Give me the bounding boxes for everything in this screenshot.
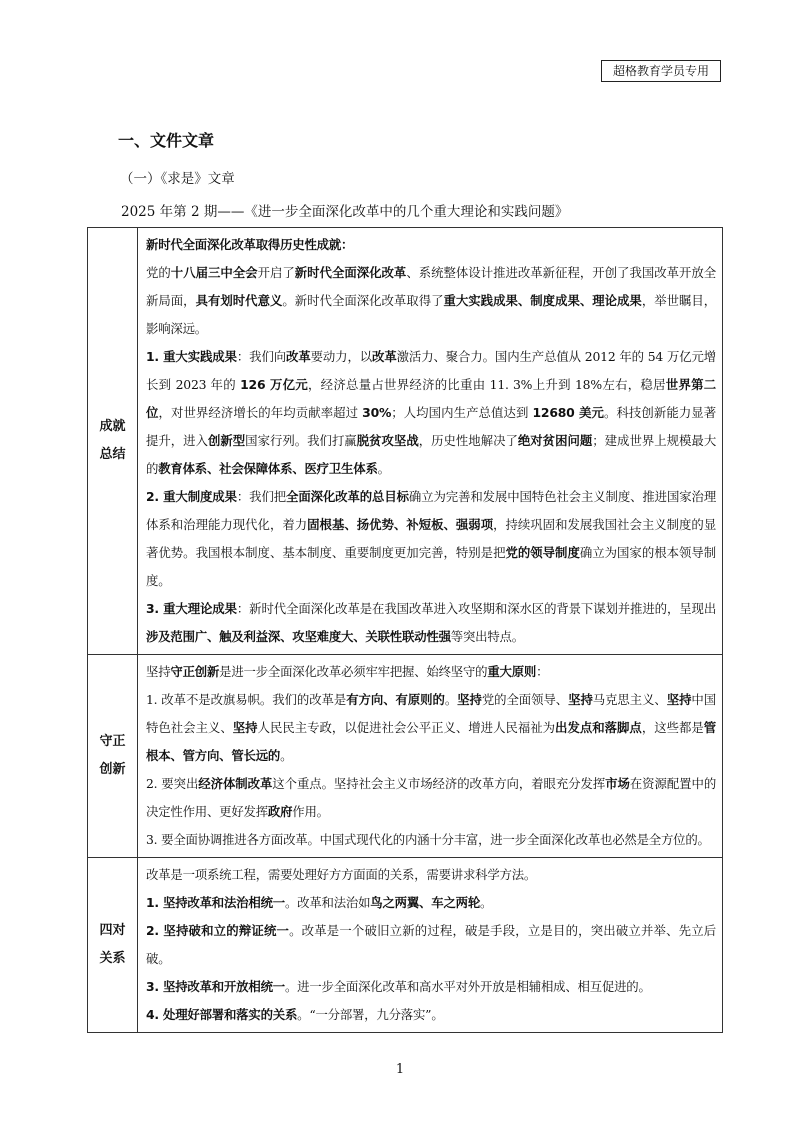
table-row-principles [88,655,723,858]
header-stamp: 超格教育学员专用 [601,60,721,82]
paragraph [146,483,716,595]
bold-phrase: 教育体系、社会保障体系、医疗卫生体系 [158,461,378,476]
paragraph [146,889,716,917]
paragraph [146,826,716,854]
text-run: 开启了 [257,265,295,280]
text-run: ：新时代全面深化改革是在我国改革进入攻坚期和深水区的背景下谋划并推进的，呈现出 [236,601,717,616]
bold-phrase: 30% [362,405,392,420]
text-run: ，持续巩固和发展我国社会主义制度的显著优势。我国根本制度、基本制度、重要制度更加完善，特别是把 [146,517,717,560]
paragraph [146,1001,716,1029]
paragraph [146,770,716,826]
text-run: 这个重点。坚持社会主义市场经济的改革方向，着眼充分发挥 [272,776,606,791]
bold-phrase: 守正创新 [170,664,220,679]
page-number: 1 [395,1062,405,1077]
paragraph [146,595,716,651]
bold-phrase: 126 万亿元 [240,377,308,392]
bold-phrase: 全面深化改革的总目标 [286,489,409,504]
text-run: ： [536,664,549,679]
text-run: ：我们向 [236,349,287,364]
bold-phrase: 创新型 [207,433,246,448]
text-run: 坚持 [146,664,171,679]
text-run: 。改革是一个破旧立新的过程，破是手段，立是目的，突出破立并举、先立后破。 [146,923,716,966]
text-run: ，经济总量占世界经济的比重由 11. 3%上升到 18%左右，稳居 [308,377,666,392]
bold-phrase: 世界第二位 [146,377,716,420]
category-label: 创新 [99,762,126,777]
text-run: 。 [377,461,390,476]
text-run: 党的 [146,265,171,280]
bold-phrase: 出发点和落脚点 [555,720,642,735]
text-run: 作用。 [292,804,329,819]
text-run: 确立为国家的根本领导制度。 [146,545,716,588]
bold-phrase: 坚持 [457,692,482,707]
content-cell [138,228,723,655]
text-run: 。改革和法治如 [284,895,371,910]
text-run: 。“一分部署，九分落实”。 [297,1007,444,1022]
bold-phrase: 12680 美元 [532,405,604,420]
bold-phrase: 脱贫攻坚战 [356,433,419,448]
bold-phrase: 2. 重大制度成果 [146,489,237,504]
category-label: 守正 [99,734,126,749]
bold-phrase: 3. 坚持改革和开放相统一 [146,979,285,994]
bold-phrase: 坚持 [232,720,258,735]
bold-phrase: 坚持 [568,692,593,707]
category-label: 成就 [99,419,126,434]
text-run: 。 [444,692,458,707]
bold-phrase: 十八届三中全会 [170,265,258,280]
text-run: 人民民主专政，以促进社会公平正义、增进人民福祉为 [257,720,556,735]
text-run: ；建成世界上规模最大的 [146,433,717,476]
text-run: 。进一步全面深化改革和高水平对外开放是相辅相成、相互促进的。 [284,979,651,994]
category-label: 总结 [99,447,126,462]
bold-phrase: 改革 [372,349,397,364]
row-heading: 新时代全面深化改革取得历史性成就： [146,237,354,252]
bold-phrase: 经济体制改革 [198,776,273,791]
content-table [87,227,723,1033]
section-title: 一、文件文章 [118,131,215,150]
bold-phrase: 新时代全面深化改革 [294,265,407,280]
paragraph [146,973,716,1001]
text-run: 、系统整体设计推进改革新征程，开创了我国改革开放全新局面， [146,265,717,308]
text-run: 激活力、聚合力。国内生产总值从 2012 年的 54 万亿元增长到 2023 年的 [146,349,717,392]
category-label: 关系 [99,951,126,966]
text-run: 1. 改革不是改旗易帜。我们的改革是 [146,692,347,707]
bold-phrase: 管根本、管方向、管长远的 [146,720,716,763]
text-run: 等突出特点。 [450,629,524,644]
bold-phrase: 涉及范围广、触及利益深、攻坚难度大、关联性联动性强 [146,629,451,644]
text-run: ，举世瞩目，影响深远。 [146,293,716,336]
text-run: 党的全面领导、 [481,692,569,707]
text-run: ，这些都是 [641,720,704,735]
bold-phrase: 重大实践成果、制度成果、理论成果 [443,293,642,308]
table-row-achievement [88,228,723,655]
text-run: ，历史性地解决了 [418,433,518,448]
text-run: 。新时代全面深化改革取得了 [282,293,444,308]
bold-phrase: 固根基、扬优势、补短板、强弱项 [307,517,494,532]
article-title: 2025 年第 2 期——《进一步全面深化改革中的几个重大理论和实践问题》 [121,204,569,220]
bold-phrase: 1. 重大实践成果 [146,349,237,364]
text-run: 要动力，以 [310,349,373,364]
bold-phrase: 重大原则 [487,664,537,679]
paragraph [146,917,716,973]
text-run: 在资源配置中的决定性作用、更好发挥 [146,776,717,819]
bold-phrase: 具有划时代意义 [195,293,283,308]
bold-phrase: 党的领导制度 [505,545,580,560]
category-cell [88,228,138,655]
bold-phrase: 政府 [267,804,293,819]
text-run: 改革是一项系统工程，需要处理好方方面面的关系，需要讲求科学方法。 [146,867,537,882]
bold-phrase: 4. 处理好部署和落实的关系 [146,1007,298,1022]
category-cell [88,655,138,858]
text-run: ；人均国内生产总值达到 [391,405,533,420]
paragraph [146,686,716,770]
text-run: 中国特色社会主义、 [146,692,716,735]
text-run: ，对世界经济增长的年均贡献率超过 [158,405,363,420]
text-run: ：我们把 [236,489,287,504]
bold-phrase: 3. 重大理论成果 [146,601,237,616]
text-run: 国家行列。我们打赢 [245,433,357,448]
text-run: 确立为完善和发展中国特色社会主义制度、推进国家治理体系和治理能力现代化，着力 [146,489,717,532]
text-run: 3. 要全面协调推进各方面改革。中国式现代化的内涵十分丰富，进一步全面深化改革也必然是全方位的。 [146,832,710,847]
category-label: 四对 [99,923,126,938]
bold-phrase: 有方向、有原则的 [346,692,445,707]
bold-phrase: 市场 [605,776,630,791]
paragraph [146,861,716,889]
bold-phrase: 改革 [286,349,311,364]
text-run: 2. 要突出 [146,776,199,791]
bold-phrase: 坚持 [666,692,692,707]
bold-phrase: 绝对贫困问题 [517,433,593,448]
text-run: 马克思主义、 [592,692,667,707]
table-row-relations [88,858,723,1033]
category-cell [88,858,138,1033]
bold-phrase: 2. 坚持破和立的辩证统一 [146,923,290,938]
text-run: 。 [280,748,293,763]
content-cell [138,655,723,858]
bold-phrase: 1. 坚持改革和法治相统一 [146,895,285,910]
paragraph [146,259,716,343]
paragraph [146,658,716,686]
subsection-title: （一）《求是》文章 [120,171,235,187]
text-run: 。 [480,895,493,910]
text-run: 是进一步全面深化改革必须牢牢把握、始终坚守的 [219,664,488,679]
content-cell [138,858,723,1033]
paragraph [146,343,716,483]
text-run: 。科技创新能力显著提升，进入 [146,405,716,448]
bold-phrase: 鸟之两翼、车之两轮 [370,895,481,910]
